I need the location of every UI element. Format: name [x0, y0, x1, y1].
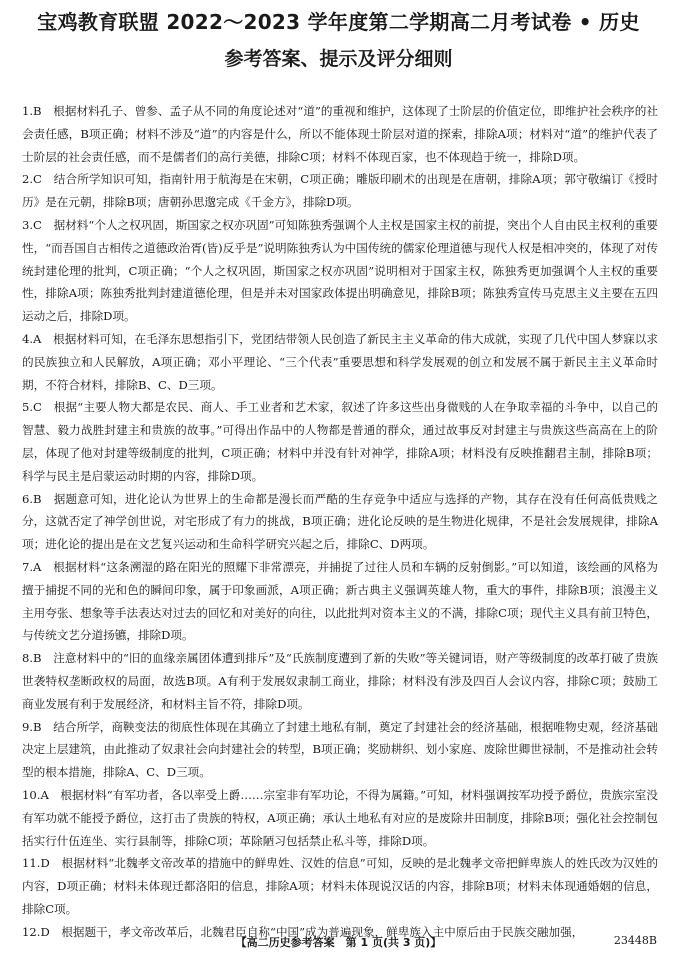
answer-item-9: 9.B 结合所学，商鞅变法的彻底性体现在其确立了封建土地私有制，奠定了封建社会的经济基础，根据唯物史观，经济基础决定上层建筑，由此推动了奴隶社会向封建社会的转型，B项正确；奖励耕织、划小家庭、废除世卿世禄制，不是推动社会转型的根本措施，排除A、C、D三项。 — [22, 719, 658, 780]
answer-list — [22, 100, 658, 943]
answer-item-4: 4.A 根据材料可知，在毛泽东思想指引下，党团结带领人民创造了新民主主义革命的伟大成就，实现了几代中国人梦寐以求的民族独立和人民解放，A项正确；邓小平理论、“三个代表”重要思想和科学发展观的创立和发展不属于新民主主义革命时期，不符合材料，排除B、C、D三项。 — [22, 331, 658, 392]
answer-item-2: 2.C 结合所学知识可知，指南针用于航海是在宋朝，C项正确；雕版印刷术的出现是在唐朝，排除A项；郭守敬编订《授时历》是在元朝，排除B项；唐朝孙思邈完成《千金方》，排除D项。 — [22, 172, 658, 210]
answer-item-6: 6.B 据题意可知，进化论认为世界上的生命都是漫长而严酷的生存竞争中适应与选择的产物，其存在没有任何高低贵贱之分，这就否定了神学创世说，对宅形成了有力的挑战，B项正确；进化论反映的是生物进化规律，不是社会发展规律，排除A项；进化论的提出是在文艺复兴运动和生命科学研究兴起之后，排除C、D两项。 — [22, 491, 658, 552]
footer-paper-code: 23448B — [613, 934, 657, 947]
answer-item-10: 10.A 根据材料“有军功者，各以率受上爵……宗室非有军功论，不得为属籍。”可知，材料强调按军功授予爵位，贵族宗室没有军功就不能授予爵位，这打击了贵族的特权，A项正确；承认土地私有对应的是废除井田制度，排除B项；强化社会控制包括实行什伍连坐、实行县制等，排除C项；革除陋习包括禁止私斗等，排除D项。 — [22, 787, 658, 848]
page-subtitle: 参考答案、提示及评分细则 — [224, 48, 453, 70]
answer-item-5: 5.C 根据“主要人物大都是农民、商人、手工业者和艺术家，叙述了许多这些出身微贱的人在争取幸福的斗争中，以自己的智慧、毅力战胜封建主和贵族的故事。”可得出作品中的人物都是普通的群众，通过故事反对封建主与贵族这些高高在上的阶层，体现了他对封建等级制度的批判，C项正确；材料中并没有针对神学，排除A项；材料没有反映推翻君主制，排除B项；科学与民主是启蒙运动时期的内容，排除D项。 — [22, 400, 658, 483]
answer-item-7: 7.A 根据材料“这条溯湿的路在阳光的照耀下非常漂亮，并捕捉了过往人员和车辆的反射倒影。”可以知道，该绘画的风格为擅于捕捉不同的光和色的瞬间印象，属于印象画派，A项正确；新古典主义强调英雄人物，重大的事件，排除B项；浪漫主义主用夸张、想象等手法表达对过去的回忆和对美好的向往，以此批判对资本主义的不满，排除C项；现代主义具有前卫特色，与传统文艺分道扬镳，排除D项。 — [22, 559, 658, 643]
answer-item-1: 1.B 根据材料孔子、曾参、孟子从不同的角度论述对“道”的重视和维护，这体现了士阶层的价值定位，即维护社会秩序的社会责任感，B项正确；材料不涉及“道”的内容是什么，所以不能体现士阶层对道的探索，排除A项；材料对“道”的维护代表了士阶层的社会责任感，而不是儒者们的高行美德，排除C项；材料不体现百家，也不体现趋于统一，排除D项。 — [22, 104, 658, 164]
answer-item-3: 3.C 据材料“个人之权巩固，斯国家之权亦巩固”可知陈独秀强调个人主权是国家主权的前提，突出个人自由民主权利的重要性，“而吾国自古相传之道德政治胥(皆)反乎是”说明陈独秀认为中国传统的儒家伦理道德与现代人权是相冲突的，体现了对传统封建伦理的批判，C项正确；“个人之权巩固，斯国家之权亦巩固”说明相对于国家主权，陈独秀更加强调个人主权的重要性，排除A项；陈独秀批判封建道德伦理，但是并未对国家政体提出明确意见，排除B项；陈独秀宣传马克思主义主要在五四运动之后，排除D项。 — [22, 217, 658, 324]
answer-item-11: 11.D 根据材料“北魏孝文帝改革的措施中的鲜卑姓、汉姓的信息”可知，反映的是北魏孝文帝把鲜卑族人的姓氏改为汉姓的内容，D项正确；材料未体现迁都洛阳的信息，排除A项；材料未体现说汉话的内容，排除B项；材料未体现通婚姻的信息，排除C项。 — [22, 856, 658, 916]
page-footer — [0, 934, 677, 954]
answer-item-8: 8.B 注意材料中的“旧的血缘亲属团体遭到排斥”及“氏族制度遭到了新的失败”等关键词语，财产等级制度的改革打破了贵族世袭特权垄断政权的局面，故选B项。A有利于发展奴隶制工商业，排除；材料没有涉及四百人会议内容，排除C项；鼓励工商业发展有利于发展经济，和材料主旨不符，排除D项。 — [22, 651, 658, 711]
footer-page-info: 【高二历史参考答案 第 1 页(共 3 页)】 — [235, 936, 442, 949]
answer-item-12: 12.D 根据题干，孝文帝改革后，北魏君臣自称“中国”成为普遍现象，鲜卑族入主中原后由于民族交融加强， — [22, 924, 584, 939]
page-title: 宝鸡教育联盟 2022～2023 学年度第二学期高二月考试卷 • 历史 — [37, 10, 640, 34]
